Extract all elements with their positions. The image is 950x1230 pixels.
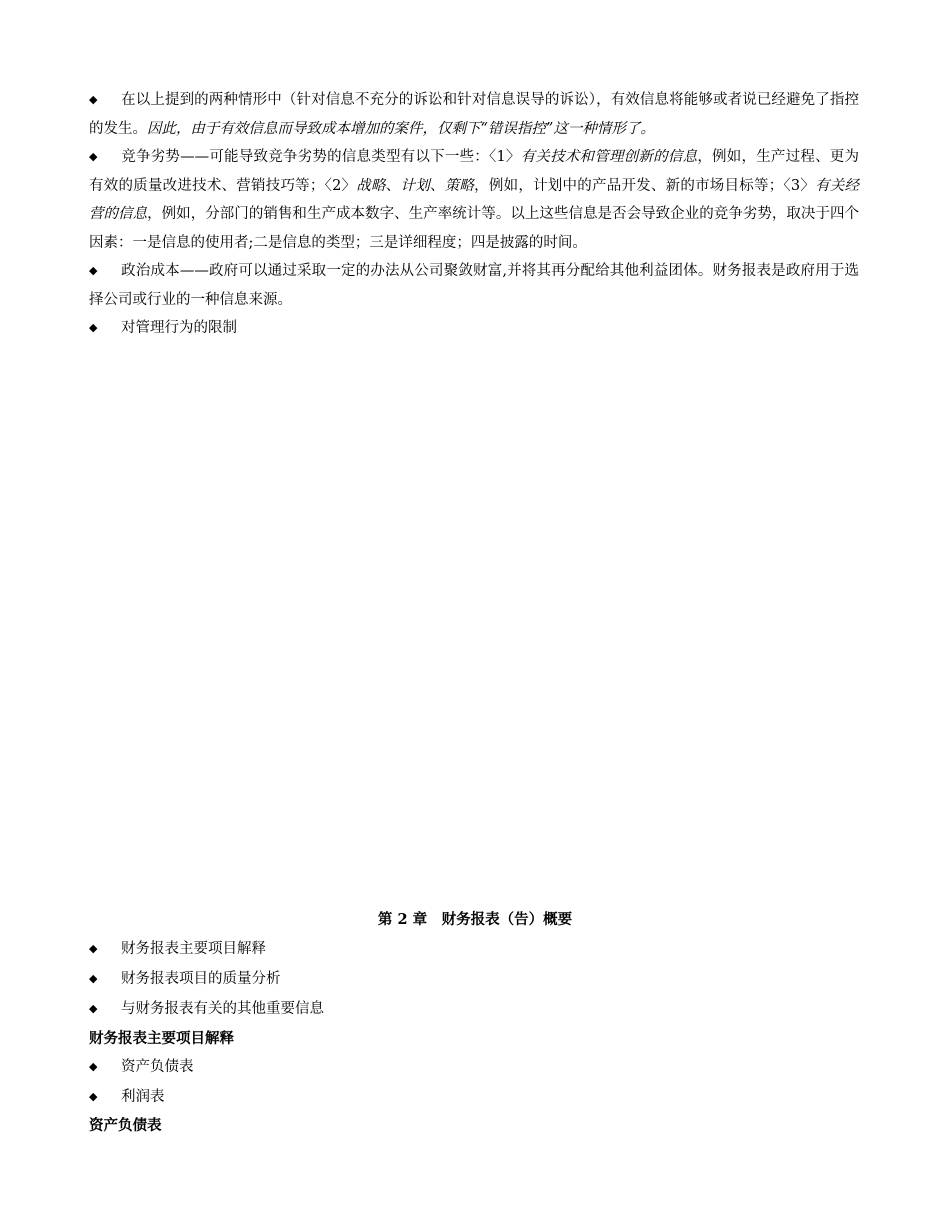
political-cost-text: 政治成本——政府可以通过采取一定的办法从公司聚敛财富,并将其再分配给其他利益团体。财务报表是政府用于选择公司或行业的一种信息来源。 [89,263,859,308]
list-item-label: 财务报表主要项目解释 [121,941,266,957]
competitive-text-k: ，例如，分部门的销售和生产成本数字、生产率统计等。以上这些信息是否会导致企业的竞争劣势，取决于四个因素：一是信息的使用者;二是信息的类型；三是详细程度；四是披露的时间。 [89,206,860,251]
section-heading: 资产负债表 [89,1117,162,1134]
diamond-bullet-icon: ◆ [89,93,98,106]
competitive-italic-b: 有关技术和管理创新的信息 [520,149,698,165]
bullet-paragraphs [89,86,859,343]
paragraph-management-limits [89,314,859,343]
competitive-text-c: ，例如，生产过程、更为有效的质量改进技术、营销技巧等；〈2〉 [89,149,860,194]
diamond-bullet-icon: ◆ [89,972,98,985]
diamond-bullet-icon: ◆ [89,942,98,955]
paragraph-litigation [89,86,859,143]
chapter-title: 第 2 章 财务报表（告）概要 [377,911,573,928]
list-item-label: 资产负债表 [121,1059,194,1075]
litigation-italic-text: 因此，由于有效信息而导致成本增加的案件，仅剩下“错误指控”这一种情形了。 [147,120,655,137]
competitive-text-a: 竞争劣势——可能导致竞争劣势的信息类型有以下一些：〈1〉 [121,149,521,165]
list-item-label: 利润表 [121,1089,165,1105]
competitive-text-e: 、 [385,177,401,194]
diamond-bullet-icon: ◆ [89,1060,98,1073]
list-item [89,1083,165,1111]
litigation-text: 在以上提到的两种情形中（针对信息不充分的诉讼和针对信息误导的诉讼），有效信息将能够或者说已经避免了指控的发生。 [89,92,859,137]
competitive-text-g: 、 [429,177,445,194]
paragraph-competitive-disadvantage [89,143,859,257]
paragraph-political-cost [89,257,859,314]
competitive-italic-d: 战略 [356,177,386,194]
diamond-bullet-icon: ◆ [89,321,98,334]
competitive-italic-j: 有关经营的信息 [89,177,860,222]
list-item [89,935,266,963]
competitive-italic-f: 计划 [400,177,430,194]
section-heading: 财务报表主要项目解释 [89,1030,234,1047]
diamond-bullet-icon: ◆ [89,1090,98,1103]
diamond-bullet-icon: ◆ [89,1002,98,1015]
list-item [89,1053,194,1081]
diamond-bullet-icon: ◆ [89,264,98,277]
management-limits-text: 对管理行为的限制 [121,320,237,336]
list-item-label: 与财务报表有关的其他重要信息 [121,1001,324,1017]
competitive-text-i: ，例如，计划中的产品开发、新的市场目标等；〈3〉 [474,177,816,194]
list-item-label: 财务报表项目的质量分析 [121,971,281,987]
list-item [89,965,281,993]
competitive-italic-h: 策略 [444,177,475,194]
list-item [89,995,324,1023]
diamond-bullet-icon: ◆ [89,150,98,163]
